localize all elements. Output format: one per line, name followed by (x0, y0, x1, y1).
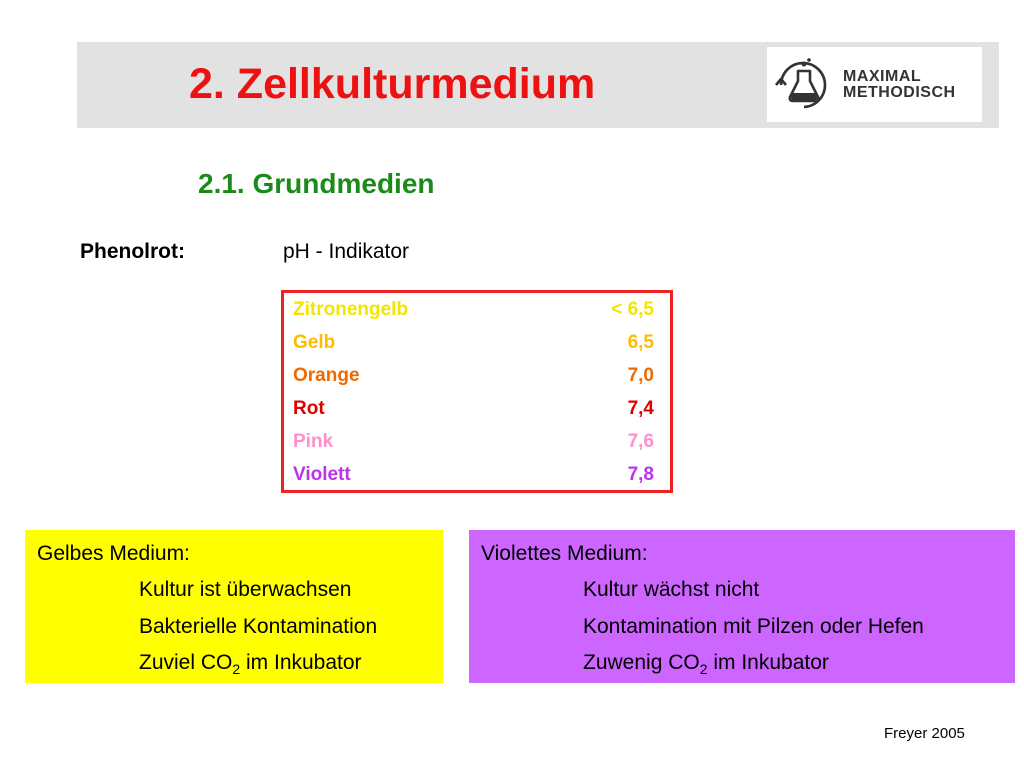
violet-box-item-text: im Inkubator (707, 651, 829, 674)
ph-row (293, 398, 654, 428)
ph-row (293, 365, 654, 395)
section-subtitle: 2.1. Grundmedien (198, 168, 435, 199)
logo-text-line2: METHODISCH (843, 84, 956, 101)
ph-value: 7,6 (627, 431, 654, 452)
header-bar (77, 42, 999, 128)
yellow-box-item-text: Zuviel CO (139, 651, 233, 674)
logo-text-line1: MAXIMAL (843, 68, 922, 85)
page-title: 2. Zellkulturmedium (189, 60, 596, 108)
violet-box-heading: Violettes Medium: (481, 542, 648, 565)
ph-value: 7,8 (627, 464, 654, 485)
yellow-medium-box (25, 530, 443, 683)
violet-box-item: Kultur wächst nicht (583, 578, 760, 601)
co2-subscript: 2 (232, 661, 241, 678)
ph-value: 7,0 (627, 365, 654, 386)
logo-text (843, 69, 956, 101)
violet-box-item-text: Zuwenig CO (583, 651, 700, 674)
ph-row (293, 464, 654, 494)
ph-color-name: Rot (293, 398, 325, 419)
yellow-box-heading: Gelbes Medium: (37, 542, 190, 565)
ph-color-name: Orange (293, 365, 360, 386)
footer-citation: Freyer 2005 (884, 725, 965, 742)
ph-color-name: Zitronengelb (293, 299, 409, 320)
ph-color-name: Gelb (293, 332, 336, 353)
flask-logo-icon (773, 55, 835, 115)
ph-value: 7,4 (627, 398, 654, 419)
ph-indicator-table (281, 290, 673, 493)
ph-color-name: Violett (293, 464, 351, 485)
ph-row (293, 431, 654, 461)
violet-box-item (583, 651, 829, 677)
ph-row (293, 332, 654, 362)
yellow-box-item: Kultur ist überwachsen (139, 578, 352, 601)
ph-value: 6,5 (627, 332, 654, 353)
phenol-label: Phenolrot: (80, 240, 185, 263)
ph-row (293, 299, 654, 329)
ph-color-name: Pink (293, 431, 334, 452)
co2-subscript: 2 (699, 661, 708, 678)
ph-value: < 6,5 (611, 299, 654, 320)
yellow-box-item: Bakterielle Kontamination (139, 615, 378, 638)
phenol-value: pH - Indikator (283, 240, 410, 263)
violet-box-item: Kontamination mit Pilzen oder Hefen (583, 615, 924, 638)
logo (767, 47, 982, 122)
yellow-box-item-text: im Inkubator (240, 651, 362, 674)
yellow-box-item (139, 651, 362, 677)
violet-medium-box (469, 530, 1015, 683)
